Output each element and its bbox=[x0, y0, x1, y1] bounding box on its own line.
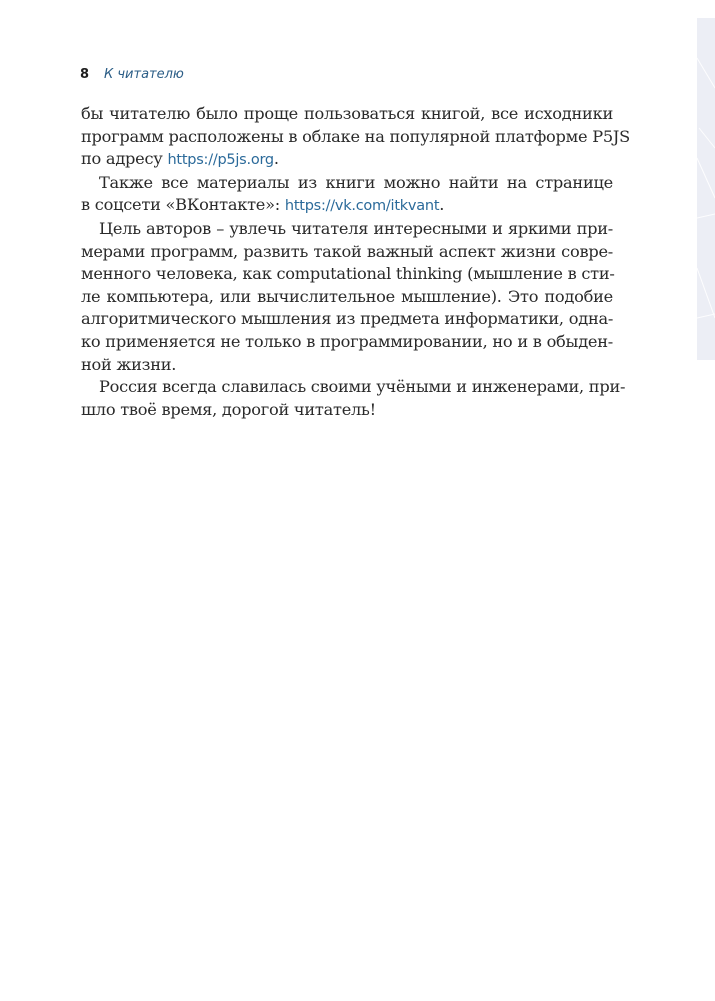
text-line: ной жизни. bbox=[81, 354, 177, 374]
decorative-lines-icon bbox=[697, 18, 715, 360]
text-fragment: по адресу bbox=[81, 149, 168, 169]
body-text bbox=[81, 103, 630, 421]
p5js-link[interactable]: https://p5js.org bbox=[167, 152, 274, 169]
paragraph-start: Россия всегда славилась своими учёными и инженерами, при- bbox=[99, 377, 626, 397]
text-line: мерами программ, развить такой важный аспект жизни совре- bbox=[81, 241, 613, 261]
text-fragment: в соцсети «ВКонтакте»: bbox=[81, 195, 285, 215]
text-line: алгоритмического мышления из предмета информатики, одна- bbox=[81, 309, 614, 329]
text-line-with-link bbox=[81, 194, 613, 218]
text-line: ко применяется не только в программировании, но и в обыден- bbox=[81, 331, 613, 351]
text-line: бы читателю было проще пользоваться книгой, все исходники bbox=[81, 104, 613, 123]
section-title: К читателю bbox=[104, 67, 184, 82]
paragraph-start: Также все материалы из книги можно найти на странице bbox=[99, 172, 613, 192]
side-tab-decoration bbox=[697, 18, 715, 360]
running-head bbox=[80, 67, 184, 82]
text-line: менного человека, как computational thinking (мышление в сти- bbox=[81, 264, 615, 284]
text-line: программ расположены в облаке на популярной платформе P5JS bbox=[81, 126, 630, 146]
text-line: шло твоё время, дорогой читатель! bbox=[81, 399, 376, 419]
paragraph-start: Цель авторов – увлечь читателя интересными и яркими при- bbox=[99, 218, 613, 238]
text-line: ле компьютера, или вычислительное мышление). Это подобие bbox=[81, 286, 613, 306]
text-line-with-link bbox=[81, 148, 613, 172]
vk-link[interactable]: https://vk.com/itkvant bbox=[284, 198, 440, 215]
period: . bbox=[439, 195, 445, 215]
period: . bbox=[273, 149, 279, 169]
page-number: 8 bbox=[80, 67, 90, 82]
